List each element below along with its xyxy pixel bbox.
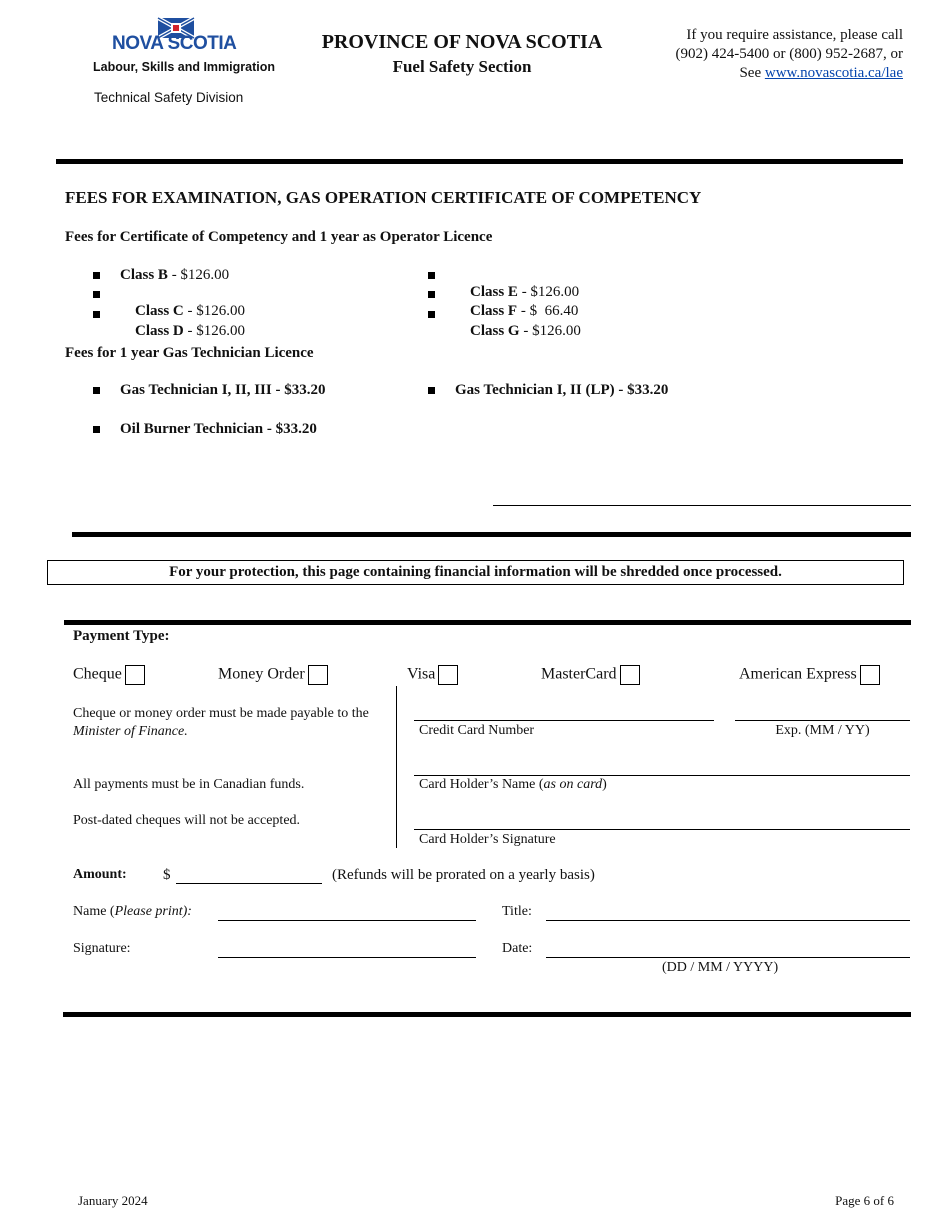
bullet-icon <box>93 291 100 298</box>
class-fee: - $126.00 <box>183 303 246 319</box>
class-fee: - $126.00 <box>167 267 230 283</box>
title-field[interactable] <box>546 920 910 921</box>
website-link[interactable]: www.novascotia.ca/lae <box>764 65 903 81</box>
card-number-label: Credit Card Number <box>419 723 535 738</box>
name-field[interactable] <box>218 920 476 921</box>
option-money-order[interactable] <box>218 665 328 685</box>
bullet-icon <box>93 272 100 279</box>
refund-note: (Refunds will be prorated on a yearly basis) <box>332 867 595 883</box>
title-label: Title: <box>502 904 532 919</box>
bullet-icon <box>93 311 100 318</box>
amex-checkbox[interactable] <box>860 665 880 685</box>
assist-see: See <box>739 65 762 81</box>
cheque-checkbox[interactable] <box>125 665 145 685</box>
payment-bottom-rule <box>63 1012 911 1017</box>
class-fee: - $126.00 <box>517 284 580 300</box>
option-visa[interactable] <box>407 665 458 685</box>
shred-notice: For your protection, this page containing financial information will be shredded once processed. <box>47 560 904 585</box>
amex-label: American Express <box>739 665 857 683</box>
date-field[interactable] <box>546 957 910 958</box>
signature-field[interactable] <box>218 957 476 958</box>
tech-fee-2: Gas Technician I, II (LP) - $33.20 <box>455 382 669 398</box>
bullet-icon <box>93 426 100 433</box>
date-format-hint: (DD / MM / YYYY) <box>662 960 779 975</box>
competency-heading: Fees for Certificate of Competency and 1 year as Operator Licence <box>65 229 493 245</box>
assist-line-1: If you require assistance, please call <box>686 27 903 43</box>
bullet-icon <box>428 387 435 394</box>
card-holder-close: ) <box>602 777 607 792</box>
option-mastercard[interactable] <box>541 665 640 685</box>
class-fee: - $ 66.40 <box>517 303 579 319</box>
division-name: Technical Safety Division <box>94 90 244 105</box>
section-title: Fuel Safety Section <box>392 57 532 76</box>
money-order-label: Money Order <box>218 665 305 683</box>
bullet-icon <box>428 272 435 279</box>
tech-fee-3: Oil Burner Technician - $33.20 <box>120 421 317 437</box>
post-dated-note: Post-dated cheques will not be accepted. <box>73 813 301 828</box>
header <box>0 0 950 160</box>
payable-to: Minister of Finance. <box>73 724 188 739</box>
signature-label: Signature: <box>73 941 131 956</box>
card-holder-label <box>419 777 607 793</box>
technician-heading: Fees for 1 year Gas Technician Licence <box>65 345 314 361</box>
province-title: PROVINCE OF NOVA SCOTIA <box>321 31 603 53</box>
fees-heading: FEES FOR EXAMINATION, GAS OPERATION CERTIFICATE OF COMPETENCY <box>65 188 702 207</box>
page-number: Page 6 of 6 <box>835 1193 894 1208</box>
class-name: Class D <box>135 323 184 339</box>
amount-label: Amount: <box>73 867 127 882</box>
visa-label: Visa <box>407 665 436 683</box>
option-cheque[interactable] <box>73 665 145 685</box>
mastercard-label: MasterCard <box>541 665 617 683</box>
bullet-icon <box>93 387 100 394</box>
logo-wordmark: NOVA SCOTIA <box>112 33 237 54</box>
class-name: Class G <box>470 323 520 339</box>
payment-type-title: Payment Type: <box>73 628 170 644</box>
divider-line <box>493 505 911 506</box>
payable-text: Cheque or money order must be made payable to the <box>73 706 369 721</box>
nova-scotia-logo <box>108 14 258 56</box>
column-divider <box>396 686 397 848</box>
list-item <box>455 306 581 357</box>
name-label-text: Name ( <box>73 904 115 919</box>
bullet-icon <box>428 291 435 298</box>
payment-top-rule <box>64 620 911 625</box>
footer-date: January 2024 <box>78 1193 148 1208</box>
class-name: Class F <box>470 303 518 319</box>
list-item <box>120 267 229 284</box>
class-name: Class E <box>470 284 518 300</box>
canadian-funds-note: All payments must be in Canadian funds. <box>73 777 305 792</box>
date-label: Date: <box>502 941 533 956</box>
visa-checkbox[interactable] <box>438 665 458 685</box>
card-holder-field[interactable] <box>414 775 910 776</box>
amount-field[interactable] <box>176 883 322 884</box>
assistance-block <box>640 26 903 83</box>
exp-label: Exp. (MM / YY) <box>775 723 870 738</box>
payable-note <box>73 705 393 741</box>
assist-line-3 <box>640 64 903 83</box>
card-holder-text: Card Holder’s Name ( <box>419 777 544 792</box>
class-fee: - $126.00 <box>183 323 246 339</box>
name-label <box>73 904 192 920</box>
cheque-label: Cheque <box>73 665 122 683</box>
option-amex[interactable] <box>739 665 880 685</box>
name-label-italic: Please print): <box>114 904 192 919</box>
card-holder-italic: as on card <box>543 777 603 792</box>
assist-line-2: (902) 424-5400 or (800) 952-2687, or <box>675 46 903 62</box>
header-rule <box>56 159 903 164</box>
money-order-checkbox[interactable] <box>308 665 328 685</box>
card-signature-field[interactable] <box>414 829 910 830</box>
mastercard-checkbox[interactable] <box>620 665 640 685</box>
exp-field[interactable] <box>735 720 910 721</box>
class-fee: - $126.00 <box>519 323 581 339</box>
currency-symbol: $ <box>163 867 171 883</box>
class-name: Class B <box>120 267 168 283</box>
card-signature-label: Card Holder’s Signature <box>419 832 556 847</box>
bullet-icon <box>428 311 435 318</box>
department-name: Labour, Skills and Immigration <box>93 60 275 74</box>
card-number-field[interactable] <box>414 720 714 721</box>
section-rule <box>72 532 911 537</box>
class-name: Class C <box>135 303 184 319</box>
tech-fee-1: Gas Technician I, II, III - $33.20 <box>120 382 326 398</box>
